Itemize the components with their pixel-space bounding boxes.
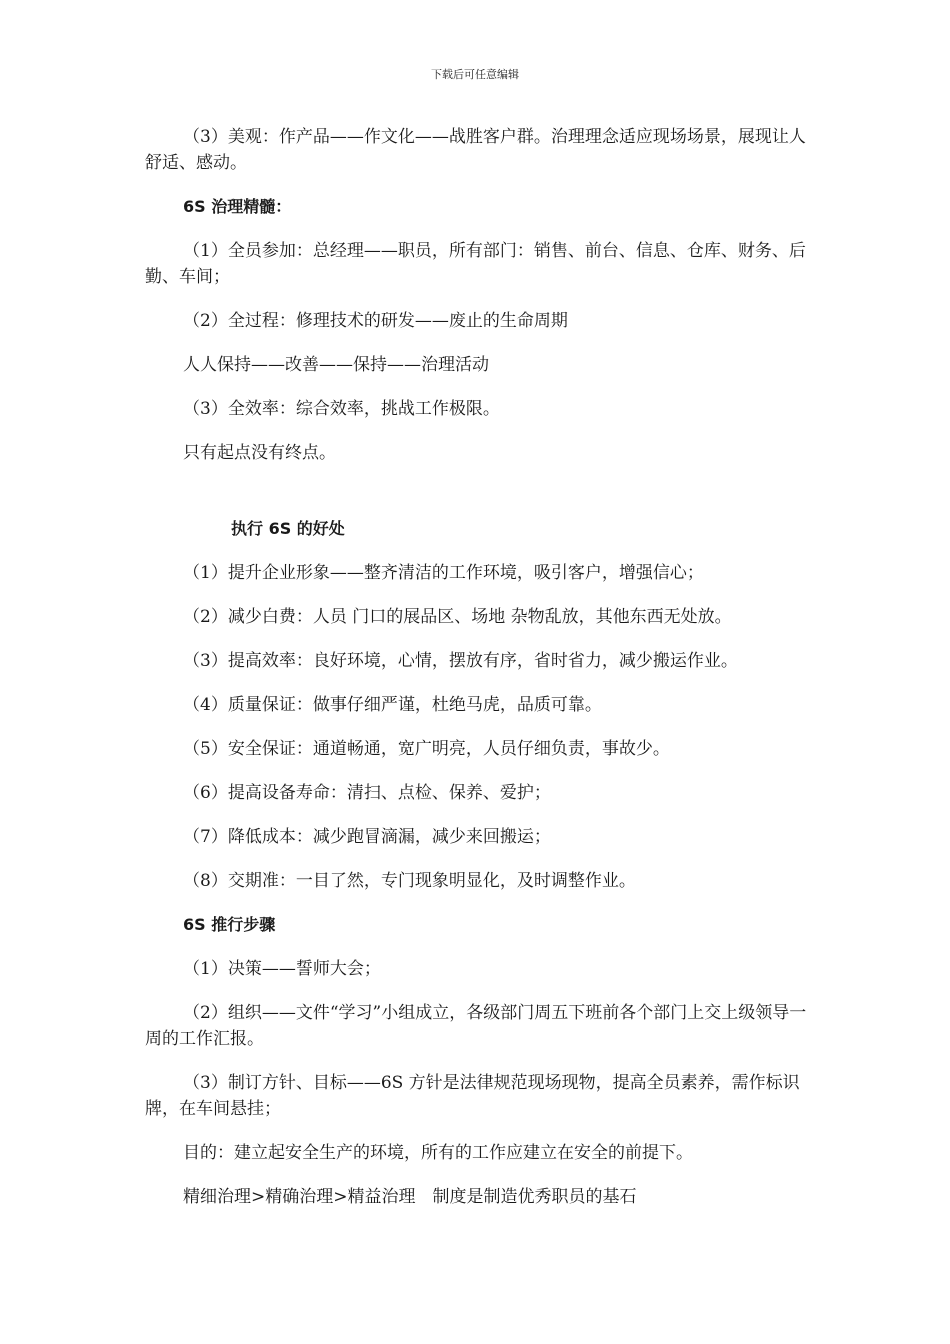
paragraph-step-2: （2）组织——文件“学习”小组成立，各级部门周五下班前各个部门上交上级领导一周的工作汇报。 — [145, 1003, 807, 1049]
paragraph-step-1: （1）决策——誓师大会； — [183, 959, 381, 979]
paragraph-benefit-8: （8）交期准：一目了然，专门现象明显化，及时调整作业。 — [183, 871, 636, 891]
paragraph-benefit-4: （4）质量保证：做事仔细严谨，杜绝马虎，品质可靠。 — [183, 695, 602, 715]
heading-6s-steps: 6S 推行步骤 — [183, 915, 276, 934]
paragraph-full-process: （2）全过程：修理技术的研发——废止的生命周期 — [183, 311, 568, 331]
paragraph-everyone-maintain: 人人保持——改善——保持——治理活动 — [183, 355, 489, 375]
paragraph-benefit-7: （7）降低成本：减少跑冒滴漏，减少来回搬运； — [183, 827, 551, 847]
paragraph-no-end: 只有起点没有终点。 — [183, 443, 336, 463]
paragraph-purpose: 目的：建立起安全生产的环境，所有的工作应建立在安全的前提下。 — [183, 1143, 693, 1163]
page-header: 下载后可任意编辑 — [431, 68, 519, 81]
paragraph-full-efficiency: （3）全效率：综合效率，挑战工作极限。 — [183, 399, 500, 419]
paragraph-step-3: （3）制订方针、目标——6S 方针是法律规范现场现物，提高全员素养，需作标识牌，在车间悬挂； — [145, 1073, 800, 1119]
paragraph-benefit-5: （5）安全保证：通道畅通，宽广明亮，人员仔细负责，事故少。 — [183, 739, 670, 759]
heading-6s-benefits: 执行 6S 的好处 — [231, 519, 345, 538]
paragraph-management-levels: 精细治理>精确治理>精益治理 制度是制造优秀职员的基石 — [183, 1187, 637, 1207]
paragraph-benefit-1: （1）提升企业形象——整齐清洁的工作环境，吸引客户，增强信心； — [183, 563, 704, 583]
paragraph-benefit-2: （2）减少白费：人员 门口的展品区、场地 杂物乱放，其他东西无处放。 — [183, 607, 732, 627]
document-body — [145, 124, 807, 1228]
paragraph-benefit-3: （3）提高效率：良好环境，心情，摆放有序，省时省力，减少搬运作业。 — [183, 651, 738, 671]
paragraph-beauty: （3）美观：作产品——作文化——战胜客户群。治理理念适应现场场景，展现让人舒适、感动。 — [145, 127, 806, 173]
heading-6s-essence: 6S 治理精髓： — [183, 197, 292, 216]
paragraph-full-participation: （1）全员参加：总经理——职员，所有部门：销售、前台、信息、仓库、财务、后勤、车间； — [145, 241, 806, 287]
paragraph-benefit-6: （6）提高设备寿命：清扫、点检、保养、爱护； — [183, 783, 551, 803]
